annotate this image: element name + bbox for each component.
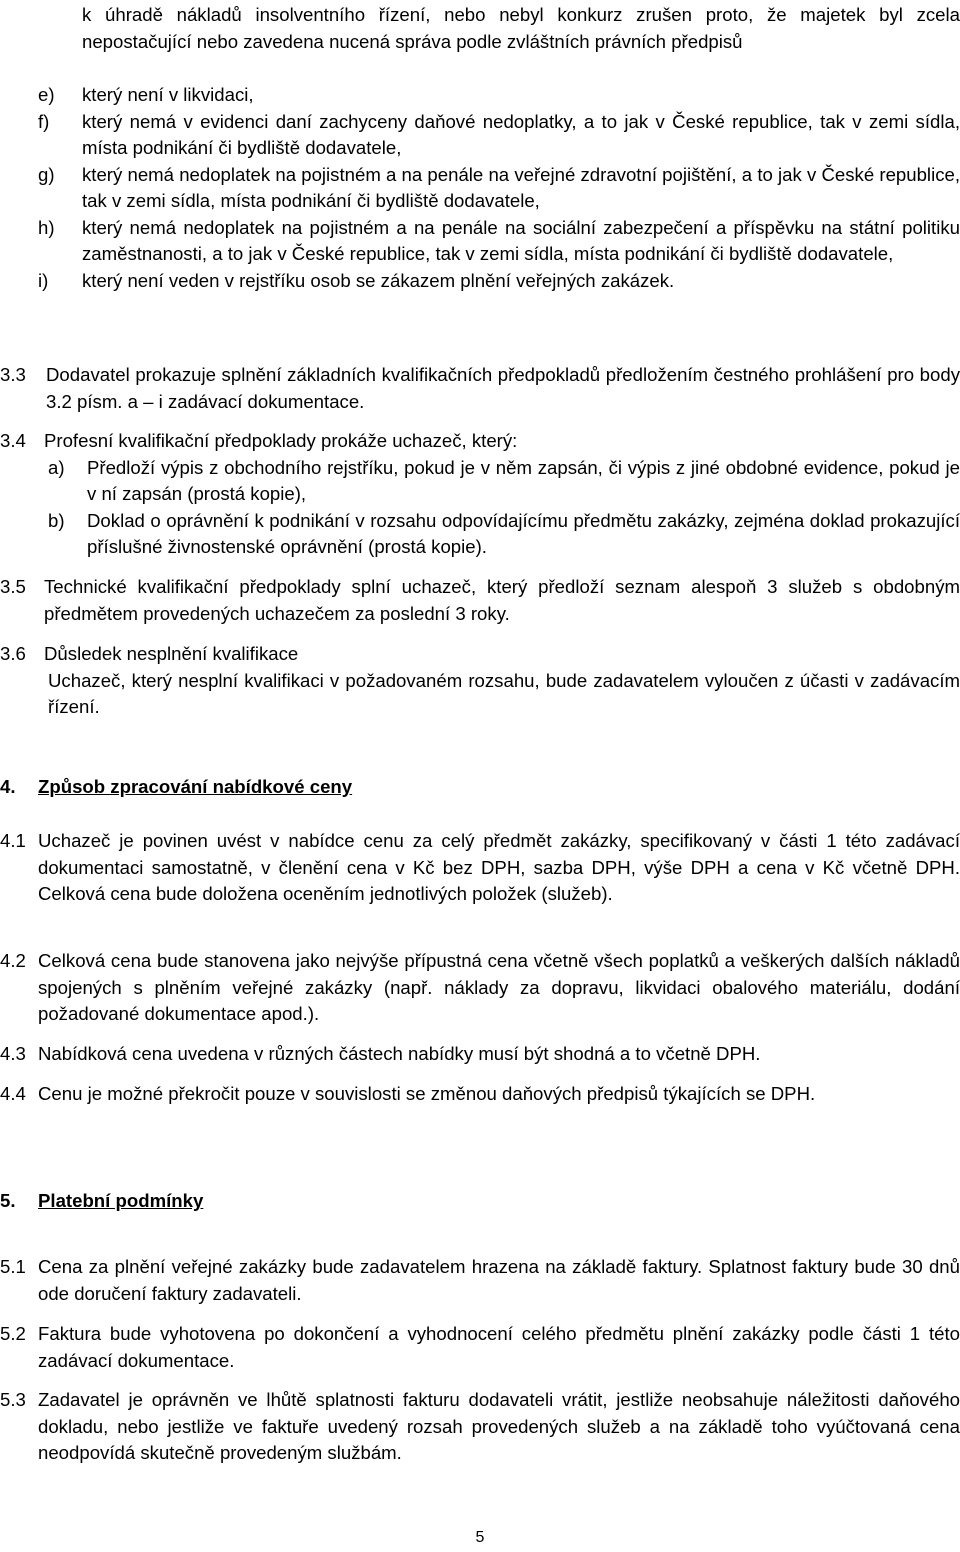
- clause-text: Celková cena bude stanovena jako nejvýše přípustná cena včetně všech poplatků a veškerých dalších nákladů spojených s plněním veřejné zakázky (např. náklady za dopravu, likvidaci obalového materiálu, dodání požadované dokumentace apod.).: [38, 950, 960, 1024]
- section-5-heading: [0, 1188, 960, 1215]
- list-item-text: Doklad o oprávnění k podnikání v rozsahu odpovídajícímu předmětu zakázky, zejména doklad prokazující příslušné živnostenské oprávnění (prostá kopie).: [87, 509, 960, 557]
- clause-4-1: [0, 828, 960, 908]
- list-item-label: e): [38, 84, 55, 105]
- clause-text: Dodavatel prokazuje splnění základních kvalifikačních předpokladů předložením čestného prohlášení pro body 3.2 písm. a – i zadávací dokumentace.: [46, 364, 960, 412]
- list-item-text: Předloží výpis z obchodního rejstříku, pokud je v něm zapsán, či výpis z jiné obdobné evidence, pokud je v ní zapsán (prostá kopie),: [87, 456, 960, 504]
- list-item-text: který není veden v rejstříku osob se zákazem plnění veřejných zakázek.: [82, 269, 675, 291]
- list-item-text: který není v likvidaci,: [82, 84, 254, 105]
- clause-text: Zadavatel je oprávněn ve lhůtě splatnosti fakturu dodavateli vrátit, jestliže neobsahuje náležitosti daňového dokladu, nebo jestliže ve faktuře uvedený rozsah provedených služeb a na základě toho vyúčtovaná cena neodpovídá skutečně provedeným službám.: [38, 1389, 960, 1463]
- list-item-label: h): [38, 216, 55, 238]
- section-number: 4.: [0, 776, 16, 797]
- clause-number: 4.2: [0, 950, 26, 971]
- clause-text: Cena za plnění veřejné zakázky bude zadavatelem hrazena na základě faktury. Splatnost faktury bude 30 dnů ode doručení faktury zadavateli.: [38, 1256, 960, 1304]
- list-item-label: i): [38, 269, 49, 291]
- clause-3-6: [0, 641, 960, 721]
- clause-number: 3.4: [0, 430, 26, 451]
- list-item: [38, 82, 960, 109]
- clause-5-2: [0, 1321, 960, 1374]
- list-item-label: f): [38, 110, 50, 132]
- clause-text: Profesní kvalifikační předpoklady prokáže uchazeč, který:: [44, 430, 518, 451]
- list-item: [38, 215, 960, 268]
- list-item-label: g): [38, 163, 55, 185]
- clause-number: 4.1: [0, 830, 26, 851]
- clause-3-3: [0, 362, 960, 415]
- clause-3-5: [0, 574, 960, 627]
- clause-text: Cenu je možné překročit pouze v souvislosti se změnou daňových předpisů týkajících se DPH.: [38, 1083, 816, 1104]
- clause-number: 3.6: [0, 643, 26, 664]
- clause-number: 4.4: [0, 1083, 26, 1104]
- clause-number: 4.3: [0, 1043, 26, 1064]
- qualification-list: [38, 82, 960, 294]
- list-item: [38, 162, 960, 215]
- section-4-heading: [0, 774, 960, 801]
- clause-3-4: [0, 428, 960, 561]
- clause-4-3: [0, 1041, 960, 1068]
- section-number: 5.: [0, 1190, 16, 1211]
- clause-4-4: [0, 1081, 960, 1108]
- section-title: Způsob zpracování nabídkové ceny: [38, 776, 353, 797]
- clause-number: 3.3: [0, 364, 26, 385]
- list-item-text: který nemá nedoplatek na pojistném a na penále na sociální zabezpečení a příspěvku na státní politiku zaměstnanosti, a to jak v České republice, tak v zemi sídla, místa podnikání či bydliště dodavatele,: [82, 216, 960, 264]
- list-item: [38, 109, 960, 162]
- list-item-text: který nemá nedoplatek na pojistném a na penále na veřejné zdravotní pojištění, a to jak v České republice, tak v zemi sídla, místa podnikání či bydliště dodavatele,: [82, 163, 960, 211]
- list-item-text: který nemá v evidenci daní zachyceny daňové nedoplatky, a to jak v České republice, tak v zemi sídla, místa podnikání či bydliště dodavatele,: [82, 110, 960, 158]
- list-item: [0, 455, 960, 508]
- clause-heading: Důsledek nesplnění kvalifikace: [44, 643, 299, 664]
- section-title: Platební podmínky: [38, 1190, 204, 1211]
- clause-4-2: [0, 948, 960, 1028]
- clause-5-3: [0, 1387, 960, 1467]
- clause-text: Uchazeč je povinen uvést v nabídce cenu za celý předmět zakázky, specifikovaný v části 1 této zadávací dokumentaci samostatně, v členění cena v Kč bez DPH, sazba DPH, výše DPH a cena v Kč včetně DPH. Celková cena bude doložena oceněním jednotlivých položek (služeb).: [38, 830, 960, 904]
- list-item-label: a): [48, 456, 65, 478]
- clause-number: 5.3: [0, 1389, 26, 1410]
- list-item: [0, 508, 960, 561]
- clause-text: Technické kvalifikační předpoklady splní uchazeč, který předloží seznam alespoň 3 služeb s obdobným předmětem provedených uchazečem za poslední 3 roky.: [44, 576, 960, 624]
- page-number: 5: [475, 1529, 485, 1546]
- clause-number: 3.5: [0, 576, 26, 597]
- list-item-label: b): [48, 509, 65, 531]
- clause-text: Faktura bude vyhotovena po dokončení a vyhodnocení celého předmětu plnění zakázky podle části 1 této zadávací dokumentace.: [38, 1323, 960, 1371]
- clause-text: Nabídková cena uvedena v různých částech nabídky musí být shodná a to včetně DPH.: [38, 1043, 761, 1064]
- clause-5-1: [0, 1254, 960, 1307]
- continuation-paragraph: k úhradě nákladů insolventního řízení, nebo nebyl konkurz zrušen proto, že majetek byl zcela nepostačující nebo zavedena nucená správa podle zvláštních právních předpisů: [82, 4, 960, 52]
- clause-number: 5.1: [0, 1256, 26, 1277]
- clause-number: 5.2: [0, 1323, 26, 1344]
- clause-text: Uchazeč, který nesplní kvalifikaci v požadovaném rozsahu, bude zadavatelem vyloučen z účasti v zadávacím řízení.: [48, 669, 960, 717]
- list-item: [38, 268, 960, 295]
